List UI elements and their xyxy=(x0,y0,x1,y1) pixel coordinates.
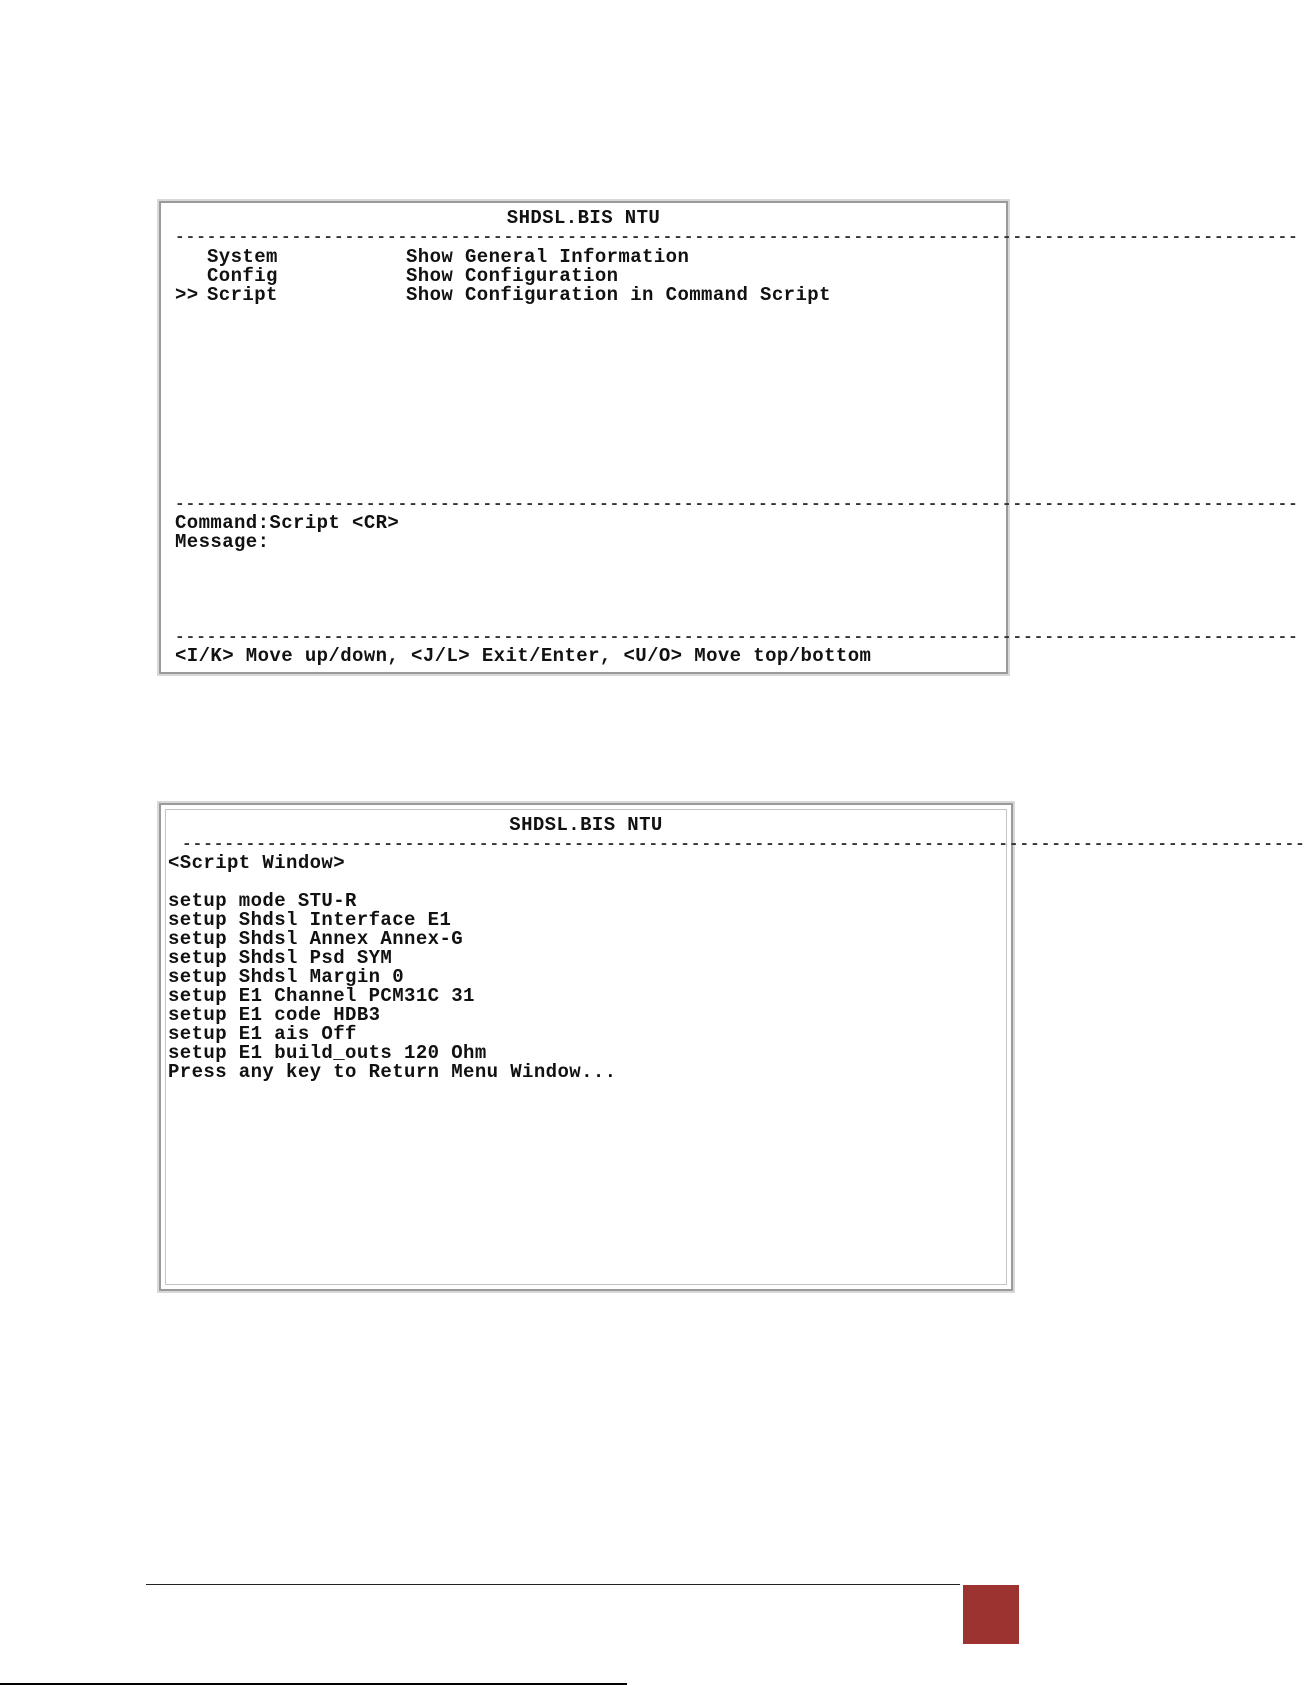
selection-marker: >> xyxy=(175,284,199,306)
menu-mid-divider: ---------------------------------------------------------------------------------------------------------- xyxy=(175,495,1299,513)
menu-bottom-divider: ---------------------------------------------------------------------------------------------------------- xyxy=(175,628,1299,646)
menu-item-label: Config xyxy=(207,265,278,287)
key-help-line: <I/K> Move up/down, <J/L> Exit/Enter, <U/O> Move top/bottom xyxy=(175,645,872,667)
script-line: setup Shdsl Psd SYM xyxy=(168,947,393,969)
script-line: setup E1 build_outs 120 Ohm xyxy=(168,1042,487,1064)
return-prompt: Press any key to Return Menu Window... xyxy=(168,1061,617,1083)
script-window-title: SHDSL.BIS NTU xyxy=(509,814,663,836)
script-line: setup E1 Channel PCM31C 31 xyxy=(168,985,475,1007)
script-top-divider: ---------------------------------------------------------------------------------------------------------- xyxy=(182,835,1306,853)
script-line: setup Shdsl Interface E1 xyxy=(168,909,452,931)
footer-rule xyxy=(146,1584,960,1585)
script-line: setup Shdsl Margin 0 xyxy=(168,966,405,988)
message-line: Message: xyxy=(175,531,270,553)
menu-item-label: System xyxy=(207,246,278,268)
command-line: Command:Script <CR> xyxy=(175,512,400,534)
script-line: setup E1 ais Off xyxy=(168,1023,357,1045)
script-window-header: <Script Window> xyxy=(168,852,346,874)
menu-item-description: Show Configuration xyxy=(406,265,619,287)
menu-item-label: Script xyxy=(207,284,278,306)
script-line: setup mode STU-R xyxy=(168,890,357,912)
menu-item-description: Show Configuration in Command Script xyxy=(406,284,831,306)
page-number-badge xyxy=(963,1585,1019,1644)
menu-item-description: Show General Information xyxy=(406,246,690,268)
script-terminal-window[interactable] xyxy=(159,803,1306,1291)
script-line: setup Shdsl Annex Annex-G xyxy=(168,928,464,950)
menu-top-divider: ---------------------------------------------------------------------------------------------------------- xyxy=(175,228,1299,246)
script-line: setup E1 code HDB3 xyxy=(168,1004,381,1026)
menu-terminal-window[interactable] xyxy=(159,201,1299,674)
menu-window-title: SHDSL.BIS NTU xyxy=(506,207,661,229)
